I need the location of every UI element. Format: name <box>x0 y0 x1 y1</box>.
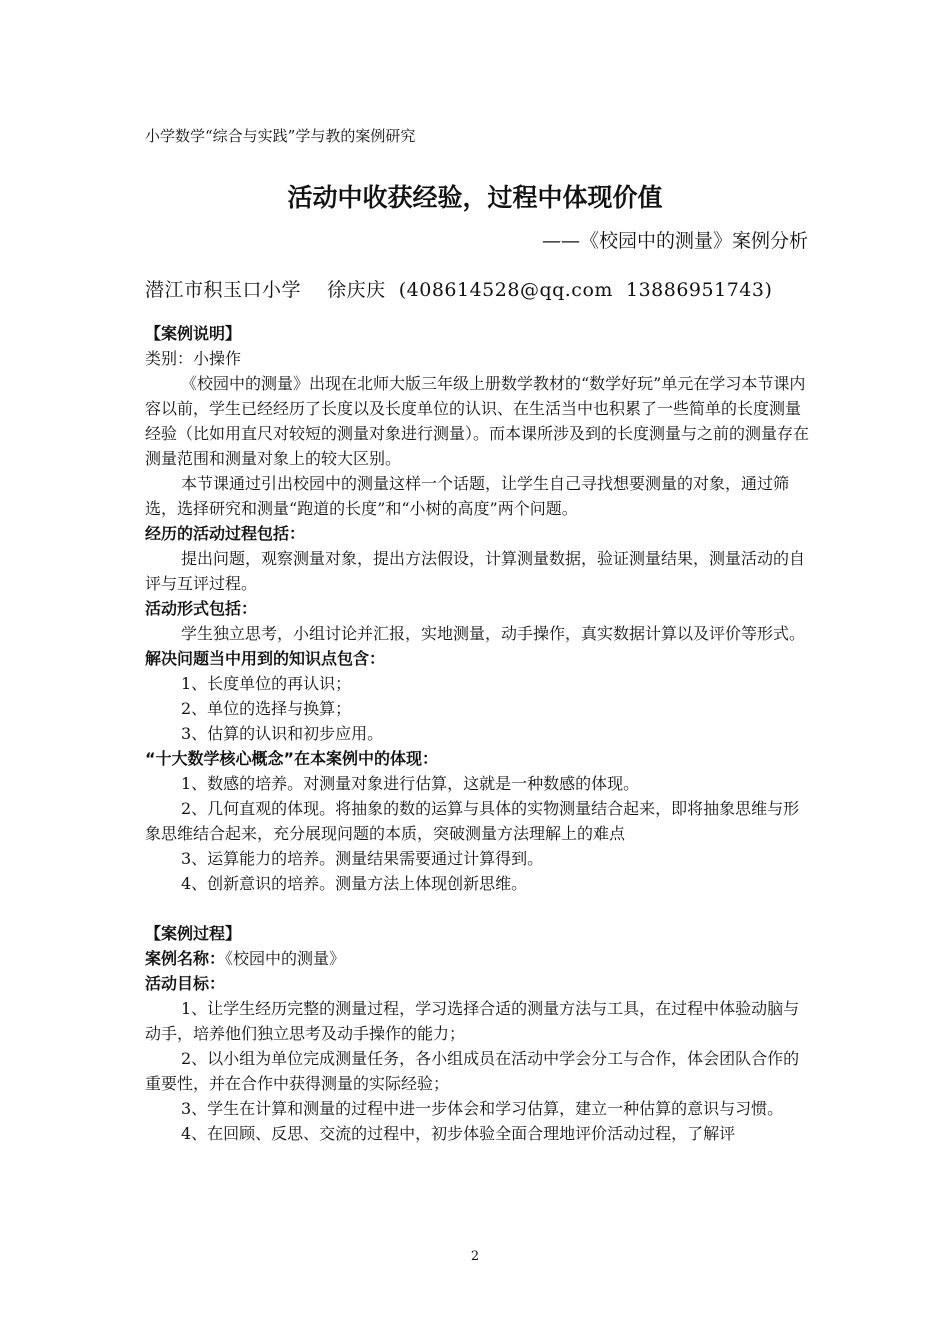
heading-activity-process: 经历的活动过程包括： <box>145 524 306 543</box>
heading-knowledge-points: 解决问题当中用到的知识点包含： <box>145 649 386 668</box>
paragraph-intro: 《校园中的测量》出现在北师大版三年级上册数学教材的“数学好玩”单元在学习本节课内容以前，学生已经经历了长度以及长度单位的认识、在生活当中也积累了一些简单的长度测量经验（比如用直尺对较短的测量对象进行测量）。而本课所涉及到的长度测量与之前的测量存在测量范围和测量对象上的较大区别。 <box>145 374 810 468</box>
case-name-value: 《校园中的测量》 <box>225 949 346 968</box>
running-header: 小学数学“综合与实践”学与教的案例研究 <box>145 127 416 145</box>
author-line: 潜江市积玉口小学 徐庆庆 (408614528@qq.com 13886951743) <box>145 279 773 301</box>
knowledge-item: 1、长度单位的再认识； <box>181 674 352 693</box>
paragraph-activity-form: 学生独立思考，小组讨论并汇报，实地测量，动手操作，真实数据计算以及评价等形式。 <box>181 624 806 643</box>
concept-item: 2、几何直观的体现。将抽象的数的运算与具体的实物测量结合起来，即将抽象思维与形象思维结合起来，充分展现问题的本质，突破测量方法理解上的难点 <box>145 799 800 843</box>
knowledge-item: 2、单位的选择与换算； <box>181 699 352 718</box>
goal-item: 4、在回顾、反思、交流的过程中，初步体验全面合理地评价活动过程，了解评 <box>181 1124 736 1143</box>
heading-activity-goals: 活动目标： <box>145 974 226 993</box>
goal-item: 2、以小组为单位完成测量任务，各小组成员在活动中学会分工与合作，体会团队合作的重要性，并在合作中获得测量的实际经验； <box>145 1049 800 1093</box>
document-title: 活动中收获经验，过程中体现价值 <box>287 183 663 212</box>
concept-item: 3、运算能力的培养。测量结果需要通过计算得到。 <box>181 849 544 868</box>
concept-item: 1、数感的培养。对测量对象进行估算，这就是一种数感的体现。 <box>181 774 640 793</box>
section-heading-case-description: 【案例说明】 <box>145 324 242 343</box>
page-number: 2 <box>470 1249 480 1264</box>
paragraph-activity-process: 提出问题，观察测量对象，提出方法假设，计算测量数据，验证测量结果，测量活动的自评与互评过程。 <box>145 549 806 593</box>
goal-item: 1、让学生经历完整的测量过程，学习选择合适的测量方法与工具，在过程中体验动脑与动手，培养他们独立思考及动手操作的能力； <box>145 999 800 1043</box>
blank-line <box>145 896 815 921</box>
case-name-label: 案例名称： <box>145 949 226 968</box>
section-heading-case-process: 【案例过程】 <box>145 924 242 943</box>
knowledge-item: 3、估算的认识和初步应用。 <box>181 724 384 743</box>
heading-core-concepts: “十大数学核心概念”在本案例中的体现： <box>145 749 439 768</box>
paragraph-topic: 本节课通过引出校园中的测量这样一个话题，让学生自己寻找想要测量的对象，通过筛选，选择研究和测量“跑道的长度”和“小树的高度”两个问题。 <box>145 474 790 518</box>
concept-item: 4、创新意识的培养。测量方法上体现创新思维。 <box>181 874 528 893</box>
document-body <box>145 321 815 1146</box>
case-name-line <box>145 946 815 971</box>
goal-item: 3、学生在计算和测量的过程中进一步体会和学习估算，建立一种估算的意识与习惯。 <box>181 1099 784 1118</box>
document-subtitle: ——《校园中的测量》案例分析 <box>541 230 808 252</box>
heading-activity-form: 活动形式包括： <box>145 599 258 618</box>
category-line: 类别：小操作 <box>145 349 242 368</box>
